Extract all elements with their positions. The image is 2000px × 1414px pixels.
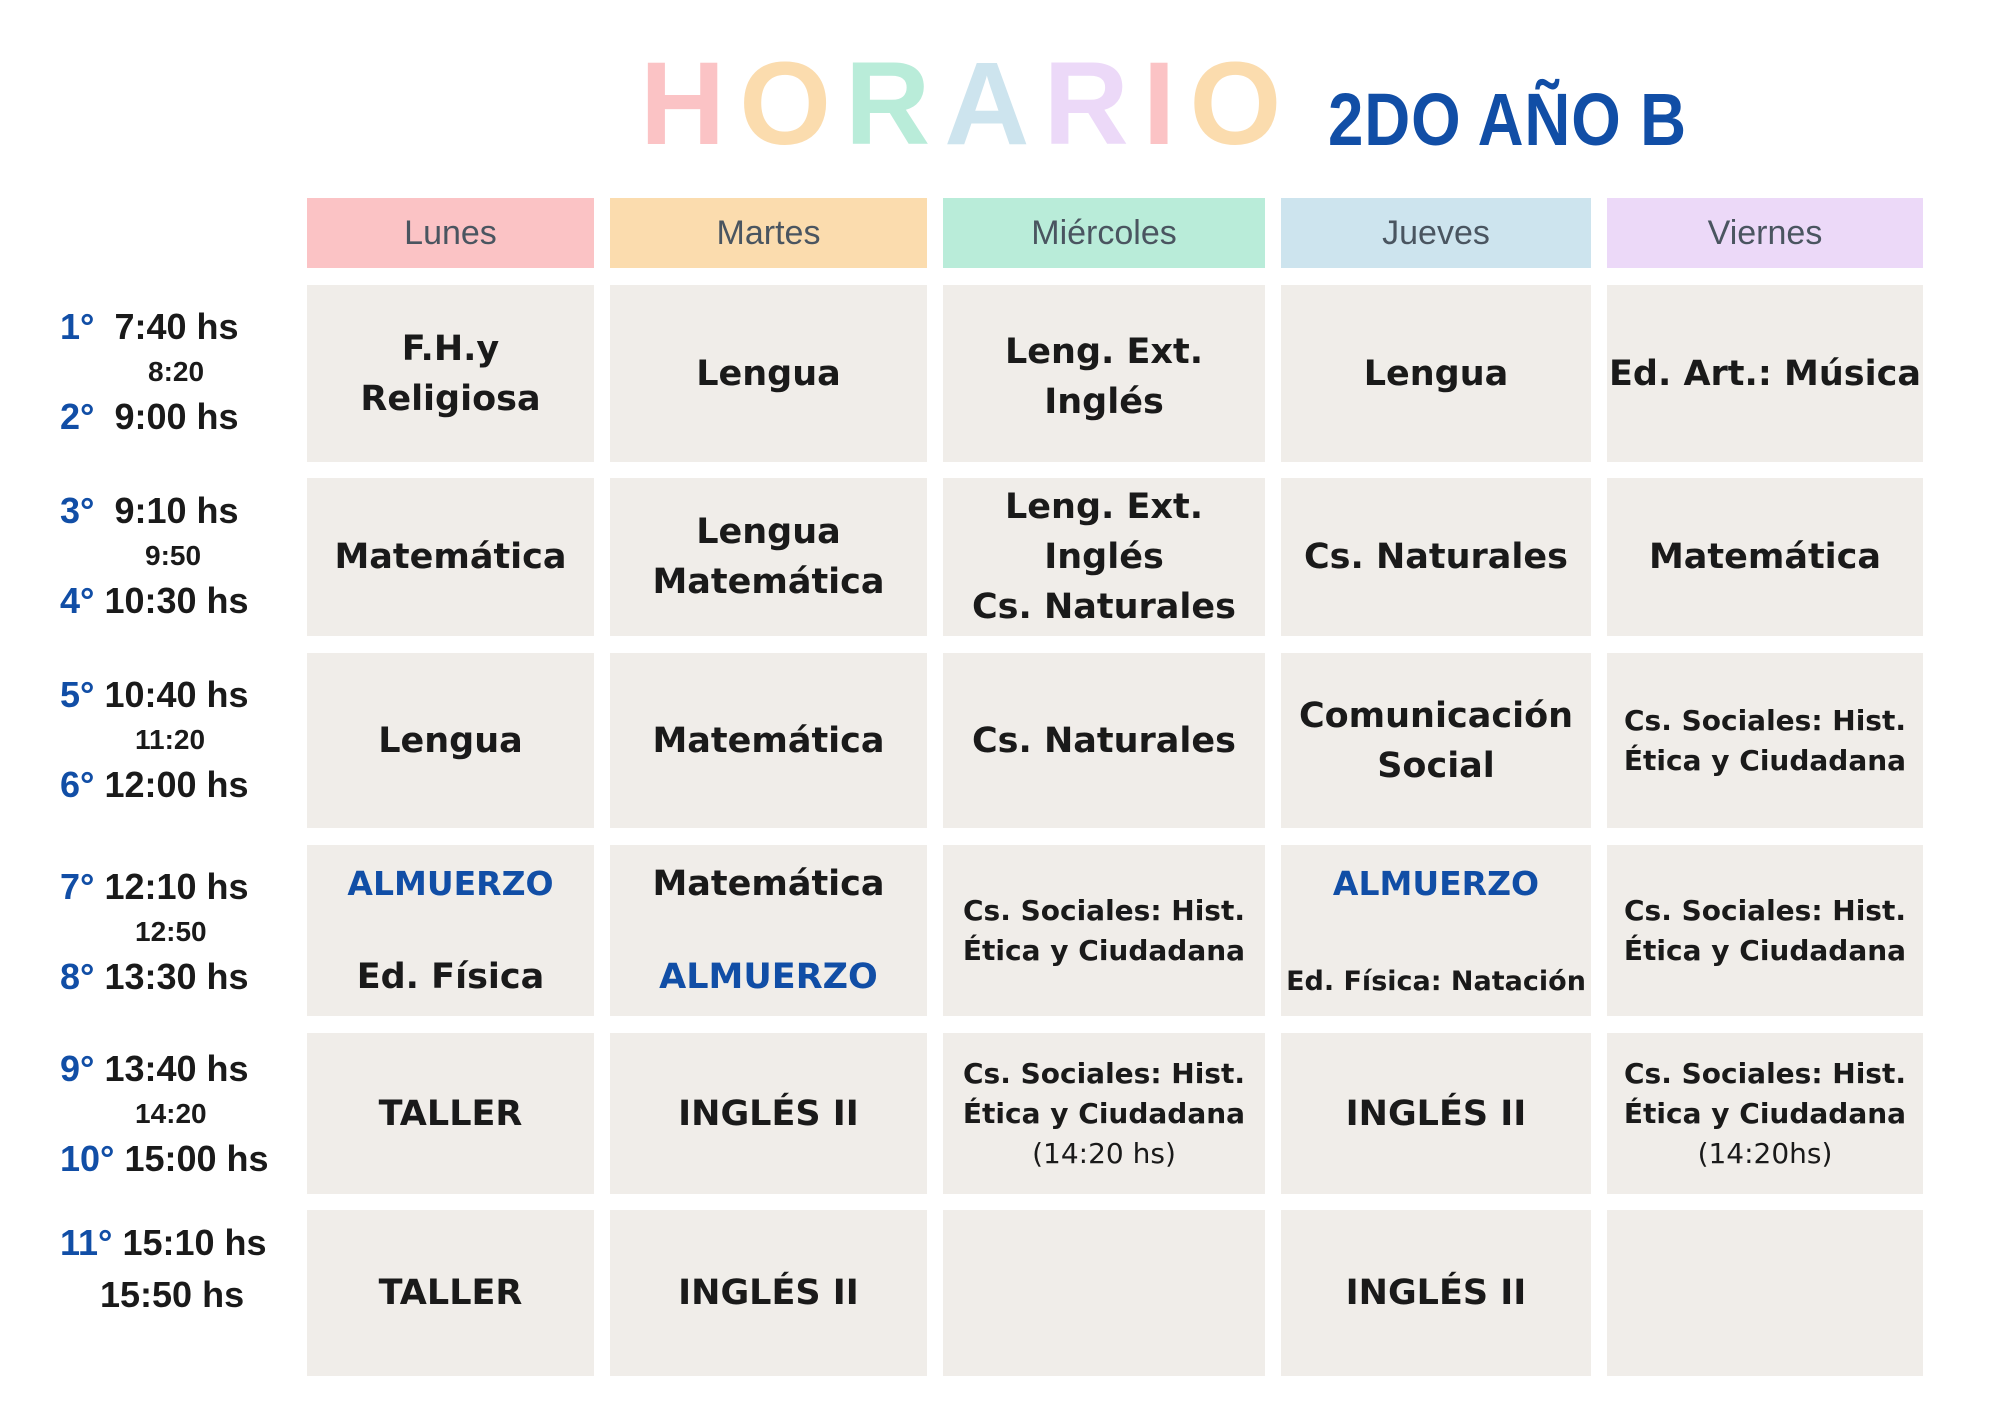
lunch-label: ALMUERZO [659, 957, 878, 997]
period-number: 1° [60, 306, 95, 347]
title-letter: O [1189, 38, 1296, 170]
subject-label: Cs. Sociales: Hist. [1623, 1056, 1906, 1090]
title-letter: I [1142, 38, 1190, 170]
subject-label: Ética y Ciudadana [1623, 743, 1907, 777]
period-number: 6° [60, 764, 95, 805]
period-start-time: 13:40 hs [104, 1048, 249, 1089]
schedule-cell [1281, 285, 1591, 462]
schedule-cell [610, 285, 927, 462]
time-slot-9-10 [60, 1048, 300, 1178]
schedule-cell [1607, 285, 1923, 462]
period-start-time: 10:40 hs [104, 674, 249, 715]
title-letter: O [739, 38, 846, 170]
schedule-cell [610, 1033, 927, 1194]
subject-label: INGLÉS II [678, 1093, 859, 1134]
schedule-cell [1281, 478, 1591, 636]
schedule-cell [610, 1210, 927, 1376]
period-start-time: 7:40 hs [114, 306, 239, 347]
class-subtitle: 2DO AÑO B [1328, 77, 1687, 161]
subject-label: Ed. Art.: Música [1609, 353, 1921, 394]
subject-label: Social [1377, 745, 1495, 786]
lunch-label: ALMUERZO [1332, 864, 1540, 903]
subject-label: Lengua [1363, 353, 1509, 394]
period-number: 11° [60, 1222, 113, 1263]
day-header-jueves: Jueves [1281, 198, 1591, 268]
period-start-time: 9:00 hs [114, 396, 239, 437]
schedule-cell [943, 1033, 1265, 1194]
title-letter: H [640, 38, 740, 170]
period-mid-time: 9:50 [145, 540, 202, 571]
schedule-cell [610, 478, 927, 636]
schedule-cell [307, 653, 594, 828]
period-number: 2° [60, 396, 95, 437]
schedule-cell [1607, 845, 1923, 1016]
period-start-time: 13:30 hs [104, 956, 249, 997]
subject-label: Ética y Ciudadana [1623, 1096, 1907, 1130]
period-mid-time: 11:20 [135, 724, 206, 755]
subject-label: Matemática [1648, 537, 1882, 577]
day-header-lunes: Lunes [307, 198, 594, 268]
title-letter: R [1043, 38, 1143, 170]
schedule-cell [1281, 653, 1591, 828]
subject-label: Cs. Naturales [971, 587, 1236, 627]
schedule-cell [943, 845, 1265, 1016]
schedule-cell [1607, 653, 1923, 828]
period-mid-time: 14:20 [135, 1098, 207, 1129]
time-slot-5-6 [60, 674, 300, 804]
title-letter: A [944, 38, 1044, 170]
schedule-cell-empty [1607, 1210, 1923, 1376]
subject-label: Cs. Sociales: Hist. [1623, 703, 1906, 737]
period-start-time: 9:10 hs [114, 490, 239, 531]
time-slot-1-2 [60, 306, 300, 436]
period-end-time: 15:50 hs [100, 1274, 245, 1315]
schedule-cell [610, 845, 927, 1016]
subject-label: Comunicación [1298, 695, 1574, 736]
subject-label: Cs. Naturales [971, 720, 1236, 761]
time-slot-3-4 [60, 490, 300, 620]
subject-label: Ética y Ciudadana [962, 933, 1246, 967]
subject-label: F.H.y Religiosa [360, 328, 541, 419]
schedule-cell [307, 1210, 594, 1376]
subject-label: Lengua [378, 720, 523, 761]
subject-label: Lengua [696, 353, 841, 394]
schedule-cell-empty [943, 1210, 1265, 1376]
subject-label: Ed. Física: Natación [1286, 966, 1586, 997]
subject-label: Matemática [652, 562, 885, 602]
schedule-cell [307, 285, 594, 462]
period-start-time: 10:30 hs [104, 580, 249, 621]
schedule-cell [307, 478, 594, 636]
subject-label: TALLER [378, 1093, 523, 1134]
schedule-cell [1281, 1033, 1591, 1194]
period-start-time: 15:00 hs [124, 1138, 269, 1179]
period-number: 10° [60, 1138, 115, 1179]
schedule-cell [1607, 478, 1923, 636]
subject-label: Cs. Sociales: Hist. [962, 1056, 1245, 1090]
subject-label: INGLÉS II [1345, 1273, 1527, 1313]
time-slot-7-8 [60, 866, 300, 996]
period-start-time: 12:00 hs [104, 764, 249, 805]
period-number: 4° [60, 580, 95, 621]
schedule-cell [1281, 845, 1591, 1016]
subject-label: Ética y Ciudadana [962, 1096, 1246, 1130]
schedule-cell [307, 845, 594, 1016]
subject-label: Leng. Ext. Inglés [1004, 332, 1203, 422]
subject-label: Ética y Ciudadana [1623, 933, 1907, 967]
time-slot-11 [60, 1222, 300, 1322]
subject-label: Lengua [696, 512, 841, 552]
period-mid-time: 8:20 [148, 356, 205, 387]
subject-label: Leng. Ext. Inglés [1004, 487, 1203, 577]
subject-label: TALLER [378, 1273, 523, 1313]
schedule-cell [1607, 1033, 1923, 1194]
day-header-martes: Martes [610, 198, 927, 268]
time-note: (14:20 hs) [1032, 1136, 1176, 1170]
subject-label: INGLÉS II [678, 1273, 859, 1313]
period-start-time: 15:10 hs [122, 1222, 267, 1263]
subject-label: Cs. Sociales: Hist. [962, 893, 1245, 927]
schedule-cell [943, 653, 1265, 828]
period-number: 7° [60, 866, 95, 907]
day-header-miercoles: Miércoles [943, 198, 1265, 268]
subject-label: Cs. Naturales [1303, 537, 1568, 577]
subject-label: Cs. Sociales: Hist. [1623, 893, 1906, 927]
period-number: 9° [60, 1048, 95, 1089]
period-number: 8° [60, 956, 95, 997]
subject-label: Matemática [652, 720, 885, 761]
period-number: 3° [60, 490, 95, 531]
day-header-viernes: Viernes [1607, 198, 1923, 268]
subject-label: INGLÉS II [1345, 1093, 1527, 1134]
schedule-cell [610, 653, 927, 828]
schedule-cell [1281, 1210, 1591, 1376]
schedule-cell [943, 478, 1265, 636]
subject-label: Ed. Física [356, 957, 545, 997]
period-number: 5° [60, 674, 95, 715]
schedule-cell [943, 285, 1265, 462]
subject-label: Matemática [334, 537, 567, 577]
period-start-time: 12:10 hs [104, 866, 249, 907]
period-mid-time: 12:50 [135, 916, 207, 947]
title-letter: R [845, 38, 945, 170]
subject-label: Matemática [652, 864, 885, 904]
schedule-cell [307, 1033, 594, 1194]
time-note: (14:20hs) [1697, 1136, 1833, 1170]
lunch-label: ALMUERZO [347, 864, 554, 903]
